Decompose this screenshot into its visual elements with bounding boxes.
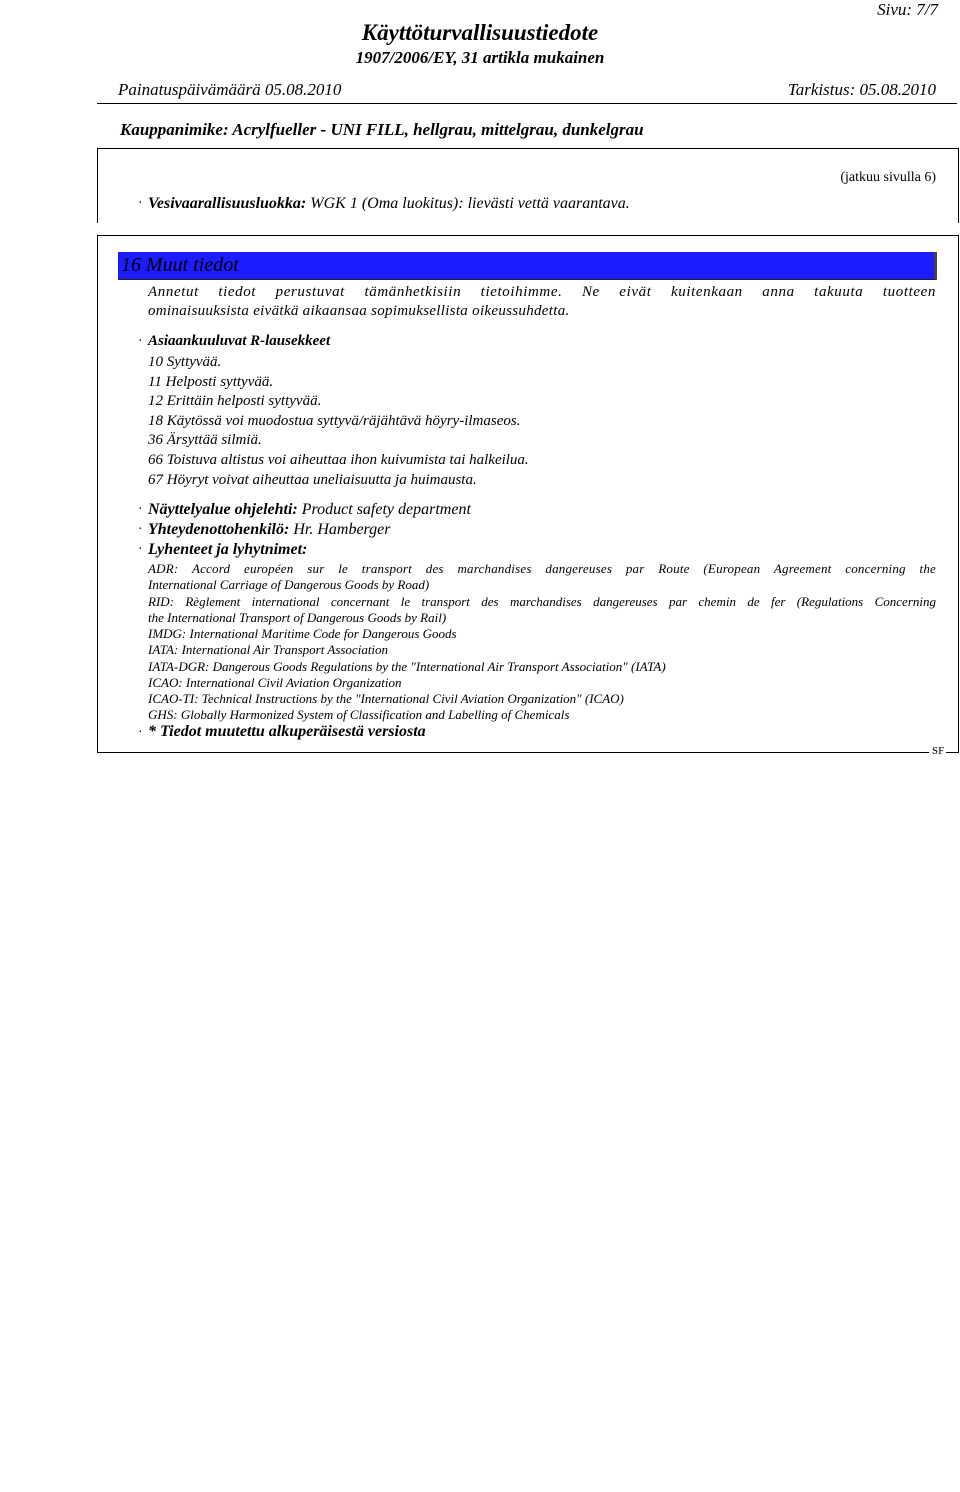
bullet: · <box>138 542 143 557</box>
abbreviations-list <box>148 626 666 724</box>
bullet: · <box>138 334 143 349</box>
r-phrase: 36 Ärsyttää silmiä. <box>148 432 262 449</box>
print-date: Painatuspäivämäärä 05.08.2010 <box>118 80 342 99</box>
changed-note: * Tiedot muutettu alkuperäisestä versiosta <box>148 723 426 740</box>
document-title: Käyttöturvallisuustiedote <box>361 20 599 45</box>
section-heading-bar <box>118 252 937 280</box>
bullet: · <box>138 502 143 517</box>
abbr-adr-line-2: International Carriage of Dangerous Goods by Road) <box>148 577 430 592</box>
contact-value: Hr. Hamberger <box>293 521 391 538</box>
r-phrase: 11 Helposti syttyvää. <box>148 373 274 390</box>
contact-row <box>148 521 391 539</box>
footer-divider <box>97 752 929 753</box>
bullet: · <box>138 522 143 537</box>
document-subtitle: 1907/2006/EY, 31 artikla mukainen <box>355 48 605 67</box>
header-divider <box>97 103 957 104</box>
trade-name: Kauppanimike: Acrylfueller - UNI FILL, hellgrau, mittelgrau, dunkelgrau <box>120 120 644 139</box>
water-hazard-value: WGK 1 (Oma luokitus): lievästi vettä vaarantava. <box>310 195 630 212</box>
r-phrase: 18 Käytössä voi muodostua syttyvä/räjähtävä höyry-ilmaseos. <box>148 412 521 429</box>
bullet: · <box>138 196 143 211</box>
water-hazard-label: Vesivaarallisuusluokka: <box>148 195 307 212</box>
bullet: · <box>138 725 143 740</box>
department-row <box>148 501 471 519</box>
r-phrases-list <box>148 353 529 490</box>
page-number: Sivu: 7/7 <box>877 0 938 19</box>
abbreviation-item: IMDG: International Maritime Code for Dangerous Goods <box>148 626 457 641</box>
r-phrase: 10 Syttyvää. <box>148 354 222 370</box>
section-16-title: 16 Muut tiedot <box>121 254 239 276</box>
abbreviation-item: IATA-DGR: Dangerous Goods Regulations by the "International Air Transport Association" (IATA) <box>148 658 666 674</box>
r-phrase: 66 Toistuva altistus voi aiheuttaa ihon kuivumista tai halkeilua. <box>148 451 529 468</box>
water-hazard-row <box>148 195 630 213</box>
abbreviations-heading: Lyhenteet ja lyhytnimet: <box>148 541 308 558</box>
language-code: SF <box>932 745 945 757</box>
department-value: Product safety department <box>301 501 471 518</box>
abbreviation-item: ICAO: International Civil Aviation Organization <box>148 674 402 690</box>
department-label: Näyttelyalue ohjelehti: <box>148 501 298 518</box>
r-phrase: 67 Höyryt voivat aiheuttaa uneliaisuutta ja huimausta. <box>148 471 477 488</box>
continued-note: (jatkuu sivulla 6) <box>840 170 936 185</box>
abbreviation-item: GHS: Globally Harmonized System of Classification and Labelling of Chemicals <box>148 707 570 723</box>
r-phrases-heading: Asiaankuuluvat R-lausekkeet <box>148 333 331 349</box>
intro-line-2: ominaisuuksista eivätkä aikaansaa sopimuksellista oikeussuhdetta. <box>148 303 570 319</box>
contact-label: Yhteydenottohenkilö: <box>148 521 290 538</box>
abbr-adr-line-1: ADR: Accord européen sur le transport des marchandises dangereuses par Route (European Agreement concerning the <box>148 561 936 576</box>
r-phrase: 12 Erittäin helposti syttyvää. <box>148 393 322 410</box>
abbreviation-item: ICAO-TI: Technical Instructions by the "International Civil Aviation Organization" (ICAO) <box>148 691 624 707</box>
abbreviation-item: IATA: International Air Transport Association <box>148 642 389 658</box>
abbr-rid-line-2: the International Transport of Dangerous Goods by Rail) <box>148 610 447 625</box>
abbr-rid-line-1: RID: Règlement international concernant le transport des marchandises dangereuses par chemin de fer (Regulations Concerning <box>148 594 936 609</box>
revision-date: Tarkistus: 05.08.2010 <box>787 80 936 99</box>
intro-line-1: Annetut tiedot perustuvat tämänhetkisiin tietoihimme. Ne eivät kuitenkaan anna takuuta tuotteen <box>148 284 936 300</box>
footer-divider-end <box>946 752 958 753</box>
